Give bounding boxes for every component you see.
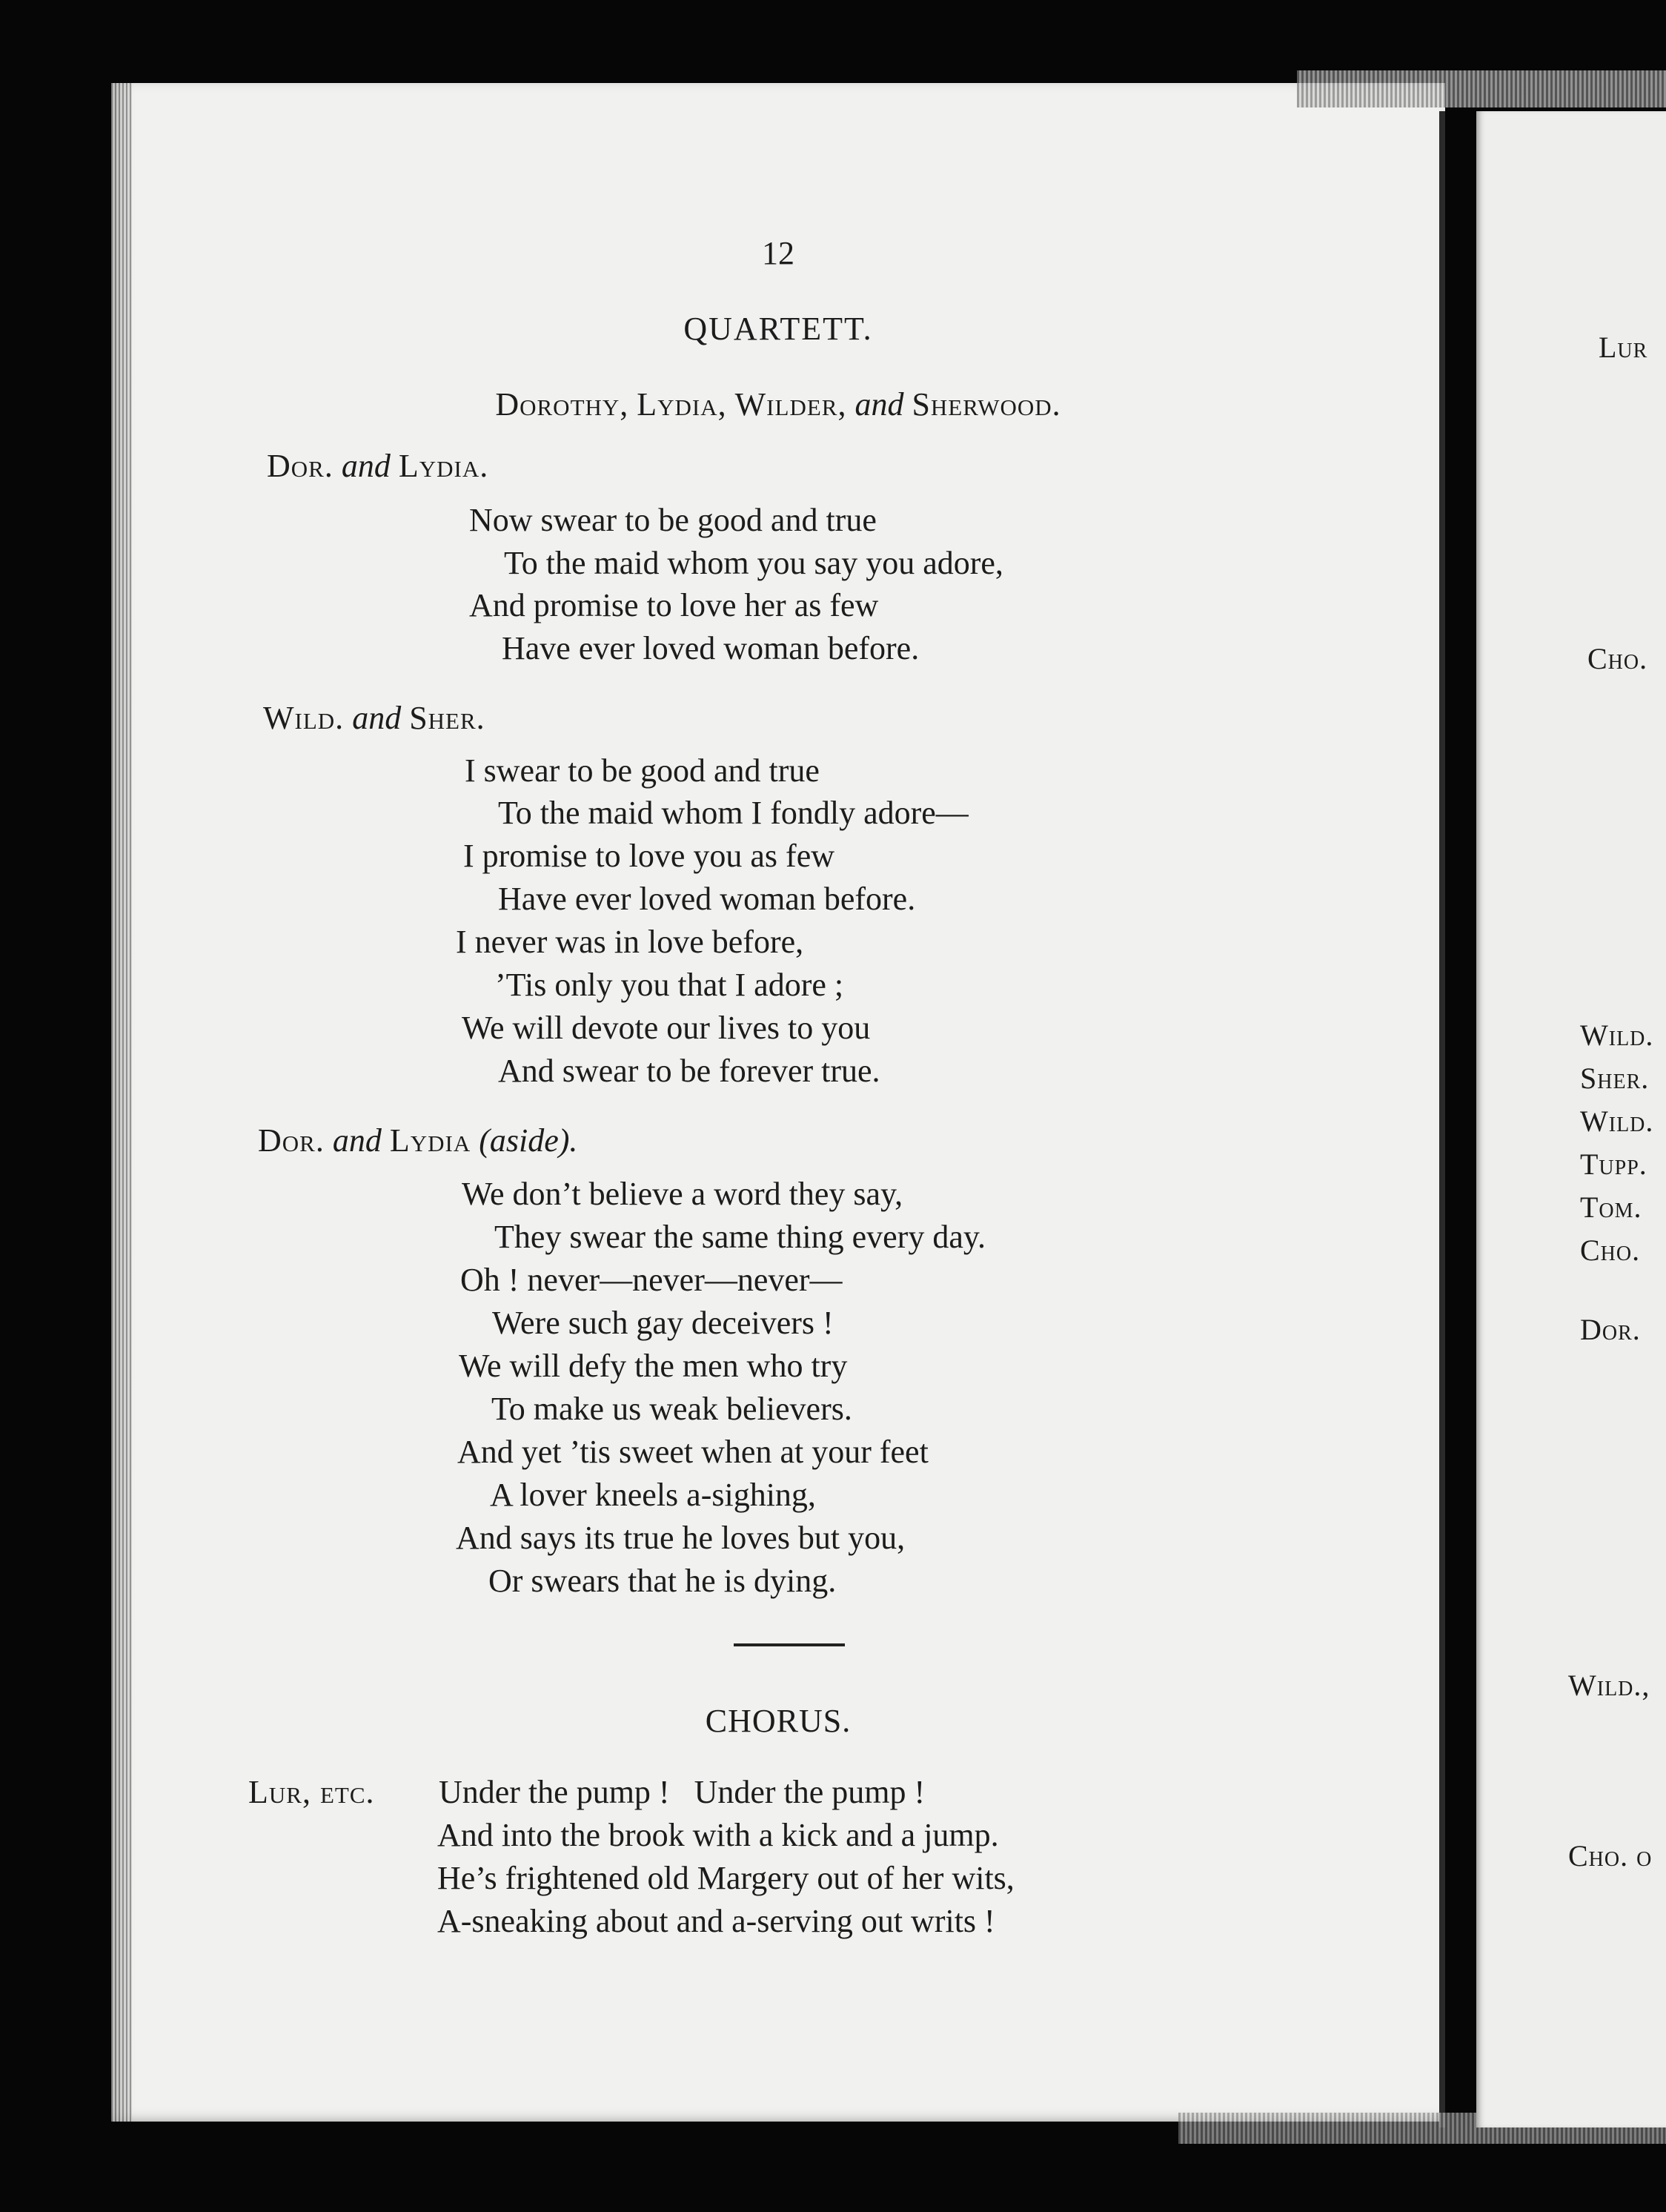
facing-label: Sher. — [1580, 1062, 1650, 1095]
character-name: Sherwood. — [912, 386, 1061, 423]
speaker-name: Wild. — [263, 700, 345, 736]
verse-line: I never was in love before, — [456, 924, 804, 960]
book-gutter — [1439, 111, 1445, 2127]
character-list — [111, 388, 1445, 421]
facing-label: Lur — [1599, 331, 1648, 364]
verse-line: And swear to be forever true. — [498, 1053, 880, 1089]
page-title: QUARTETT. — [683, 311, 873, 347]
verse-line: A lover kneels a-sighing, — [490, 1477, 816, 1513]
page-edge-top — [1297, 70, 1666, 107]
verse-line: And yet ’tis sweet when at your feet — [457, 1434, 929, 1470]
facing-label: Wild., — [1568, 1669, 1650, 1702]
speaker-name: Sher. — [409, 700, 485, 736]
verse-line: Were such gay deceivers ! — [492, 1305, 834, 1341]
verse-line: To the maid whom you say you adore, — [504, 545, 1003, 581]
verse-line: And says its true he loves but you, — [456, 1520, 906, 1556]
verse-line: And promise to love her as few — [469, 587, 879, 623]
facing-label: Cho. — [1587, 642, 1648, 675]
character-name: Wilder, — [734, 386, 847, 423]
conjunction: and — [341, 448, 391, 484]
verse-line: Have ever loved woman before. — [502, 630, 920, 666]
verse-line: I swear to be good and true — [465, 752, 820, 789]
facing-label: Cho. o — [1568, 1839, 1653, 1872]
speaker-name: Dor. — [258, 1122, 325, 1159]
stage-direction: (aside). — [479, 1122, 578, 1159]
speaker-heading — [263, 702, 485, 735]
section-divider — [734, 1643, 845, 1646]
page-number: 12 — [762, 235, 794, 271]
speaker-name: Lydia — [389, 1122, 471, 1159]
verse-line: We will defy the men who try — [459, 1348, 848, 1384]
character-name: Lydia, — [637, 386, 727, 423]
facing-page — [1476, 111, 1666, 2127]
verse-line: ’Tis only you that I adore ; — [495, 967, 844, 1003]
facing-label: Tupp. — [1580, 1148, 1647, 1181]
speaker-name: Lur, etc. — [248, 1774, 375, 1810]
chorus-line: A-sneaking about and a-serving out writs ! — [437, 1903, 995, 1939]
speaker-heading — [267, 450, 488, 483]
verse-line: I promise to love you as few — [463, 838, 834, 874]
facing-label: Tom. — [1580, 1191, 1642, 1224]
conjunction: and — [352, 700, 402, 736]
speaker-name: Lydia. — [398, 448, 489, 484]
conjunction: and — [332, 1122, 382, 1159]
facing-label: Dor. — [1580, 1313, 1641, 1346]
speaker-heading — [258, 1122, 578, 1159]
chorus-title: CHORUS. — [705, 1703, 852, 1739]
conjunction: and — [854, 386, 904, 423]
verse-line: They swear the same thing every day. — [494, 1219, 986, 1255]
verse-line: To make us weak believers. — [491, 1391, 852, 1427]
verse-line: To the maid whom I fondly adore— — [498, 795, 969, 831]
chorus-line: Under the pump ! Under the pump ! — [439, 1774, 926, 1810]
facing-label: Wild. — [1580, 1105, 1654, 1138]
verse-line: Oh ! never—never—never— — [460, 1262, 843, 1298]
verse-line: Now swear to be good and true — [469, 502, 877, 538]
speaker-name: Dor. — [267, 448, 333, 484]
facing-label: Wild. — [1580, 1019, 1654, 1052]
verse-line: We will devote our lives to you — [462, 1010, 871, 1046]
chorus-line: And into the brook with a kick and a jump. — [437, 1817, 999, 1853]
verse-line: Have ever loved woman before. — [498, 881, 916, 917]
chorus-line: He’s frightened old Margery out of her wits, — [437, 1860, 1015, 1896]
facing-label: Cho. — [1580, 1234, 1641, 1267]
left-page — [111, 83, 1445, 2122]
verse-line: Or swears that he is dying. — [488, 1563, 837, 1599]
character-name: Dorothy, — [495, 386, 629, 423]
verse-line: We don’t believe a word they say, — [462, 1176, 903, 1212]
